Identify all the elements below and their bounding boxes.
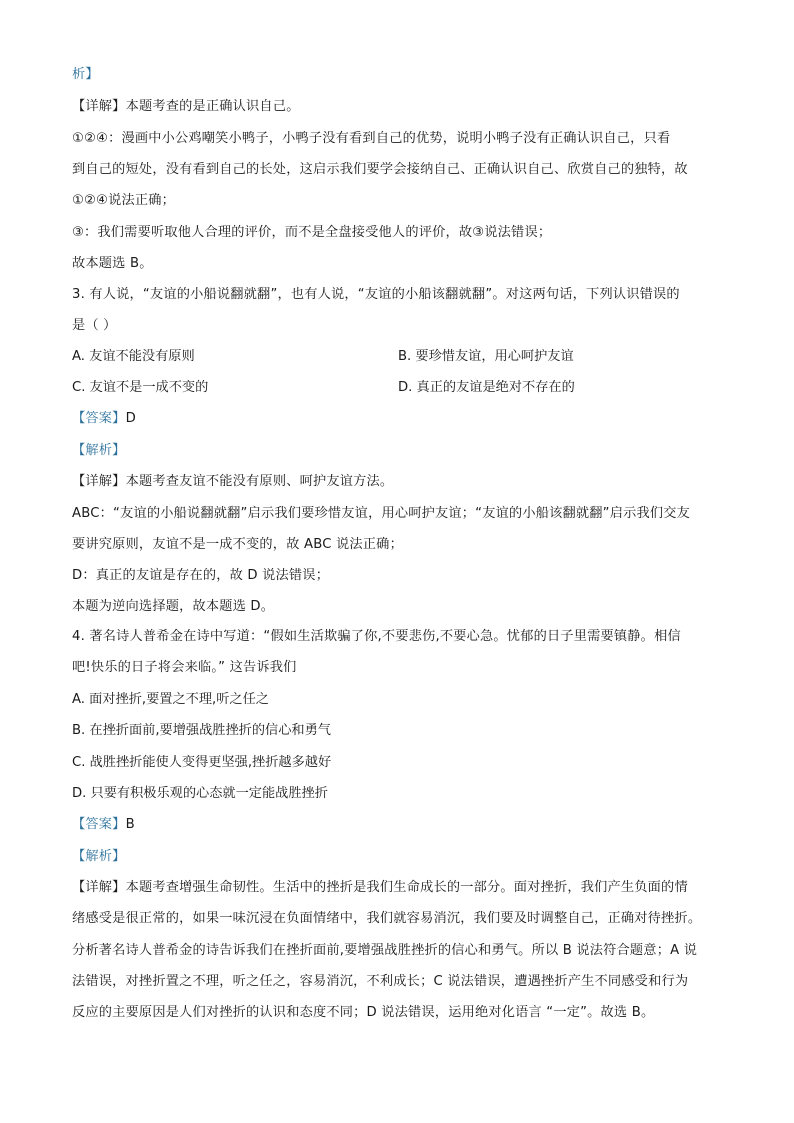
q3-option-d: D. 真正的友谊是绝对不存在的 [398, 380, 575, 395]
q3-text-line: 要讲究原则，友谊不是一成不变的，故 ABC 说法正确； [72, 537, 403, 552]
q3-text-line: 本题为逆向选择题，故本题选 D。 [72, 599, 275, 614]
answer-label: 【答案】 [72, 411, 126, 426]
q2-text-line: 故本题选 B。 [72, 256, 153, 271]
q3-analysis-label: 【解析】 [72, 443, 126, 458]
q4-detail-line [72, 879, 688, 897]
q2-text-line: ①②④说法正确； [72, 193, 176, 208]
q4-stem-line: 4. 著名诗人普希金在诗中写道：“假如生活欺骗了你,不要悲伤,不要心急。忧郁的日子里需要镇静。相信 [72, 629, 681, 644]
q3-detail-line [72, 473, 393, 491]
answer-label: 【答案】 [72, 817, 126, 832]
q4-option-a: A. 面对挫折,要置之不理,听之任之 [72, 692, 269, 707]
q3-option-c: C. 友谊不是一成不变的 [72, 380, 209, 395]
analysis-label-tail: 析】 [72, 67, 99, 82]
q3-answer [72, 410, 136, 428]
q3-stem-line: 是（ ） [72, 318, 117, 333]
detail-intro: 本题考查的是正确认识自己。 [125, 99, 300, 114]
q4-answer [72, 816, 135, 834]
q4-analysis-label: 【解析】 [72, 849, 126, 864]
q3-text-line: D：真正的友谊是存在的，故 D 说法错误； [72, 568, 330, 583]
q4-option-c: C. 战胜挫折能使人变得更坚强,挫折越多越好 [72, 755, 332, 770]
detail-label: 【详解】 [72, 474, 126, 489]
q2-text-line: ①②④：漫画中小公鸡嘲笑小鸭子，小鸭子没有看到自己的优势，说明小鸭子没有正确认识自己，只看 [72, 131, 671, 146]
q2-detail-line [72, 98, 300, 116]
q3-option-a: A. 友谊不能没有原则 [72, 349, 195, 364]
q4-text-line: 绪感受是很正常的，如果一味沉浸在负面情绪中，我们就容易消沉，我们要及时调整自己，正确对待挫折。 [72, 911, 702, 926]
detail-intro: 本题考查友谊不能没有原则、呵护友谊方法。 [125, 474, 394, 489]
q4-text-line: 分析著名诗人普希金的诗告诉我们在挫折面前,要增强战胜挫折的信心和勇气。所以 B 说法符合题意；A 说 [72, 943, 698, 958]
answer-value: D [125, 411, 136, 426]
q4-option-d: D. 只要有积极乐观的心态就一定能战胜挫折 [72, 786, 328, 801]
detail-label: 【详解】 [72, 99, 126, 114]
q4-text-line: 法错误，对挫折置之不理，听之任之，容易消沉，不利成长；C 说法错误，遭遇挫折产生不同感受和行为 [72, 974, 689, 989]
q3-text-line: ABC：“友谊的小船说翻就翻”启示我们要珍惜友谊，用心呵护友谊；“友谊的小船该翻就翻”启示我们交友 [72, 506, 691, 521]
detail-label: 【详解】 [72, 880, 126, 895]
q3-option-b: B. 要珍惜友谊，用心呵护友谊 [398, 349, 574, 364]
q2-text-line: 到自己的短处，没有看到自己的长处，这启示我们要学会接纳自己、正确认识自己、欣赏自己的独特，故 [72, 162, 688, 177]
q4-stem-line: 吧!快乐的日子将会来临。” 这告诉我们 [72, 660, 297, 675]
q4-option-b: B. 在挫折面前,要增强战胜挫折的信心和勇气 [72, 723, 331, 738]
q3-stem-line: 3. 有人说，“友谊的小船说翻就翻”，也有人说，“友谊的小船该翻就翻”。对这两句话，下列认识错误的 [72, 287, 680, 302]
answer-value: B [125, 817, 135, 832]
q4-text-line: 本题考查增强生命韧性。生活中的挫折是我们生命成长的一部分。面对挫折，我们产生负面的情 [125, 880, 688, 895]
q4-text-line: 反应的主要原因是人们对挫折的认识和态度不同；D 说法错误，运用绝对化语言 “一定”。故选 B。 [72, 1005, 655, 1020]
q2-text-line: ③：我们需要听取他人合理的评价，而不是全盘接受他人的评价，故③说法错误； [72, 225, 552, 240]
